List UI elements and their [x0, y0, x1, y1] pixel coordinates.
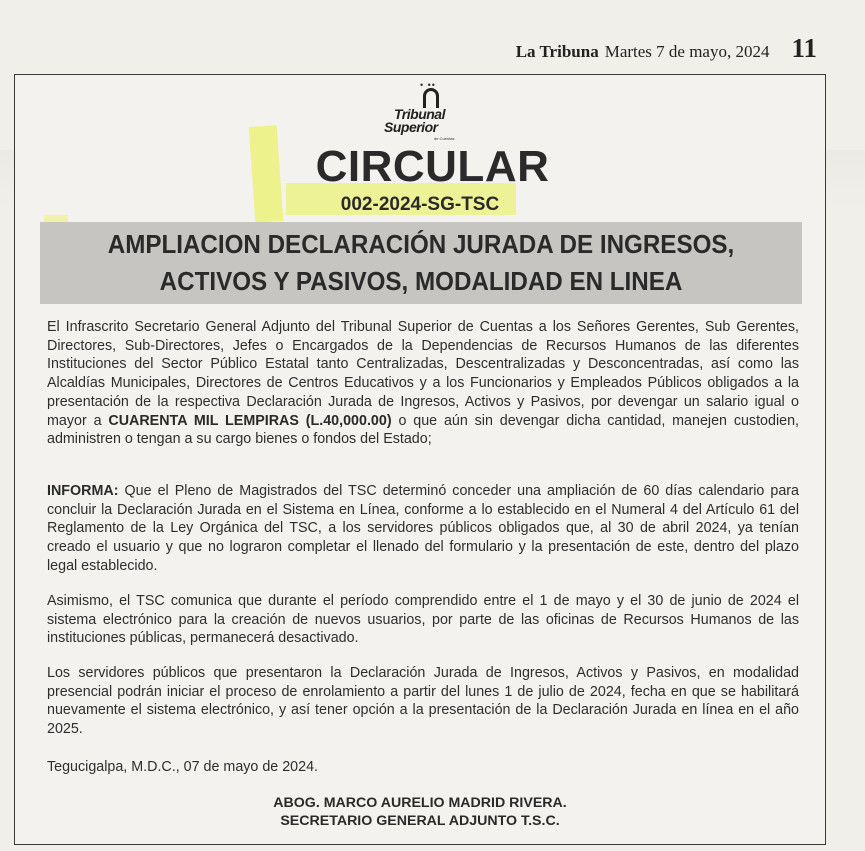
arch-icon	[423, 88, 439, 108]
paragraph-informa: INFORMA: Que el Pleno de Magistrados del TSC determinó conceder una ampliación de 60 días calendario para concluir la Declaración Jurada en el Sistema en Línea, conforme a lo establecido en el Numeral 4 del Artículo 61 del Reglamento de la Ley Orgánica del TSC, a los servidores públicos obligados que, al 30 de abril 2024, ya tenían creado el usuario y que no lograron completar el llenado del formulario y la presentación de este, dentro del plazo legal establecido.	[47, 483, 799, 574]
circular-title: CIRCULAR	[315, 142, 550, 191]
paragraph-enrollment: Los servidores públicos que presentaron la Declaración Jurada de Ingresos, Activos y Pasivos, en modalidad presencial podrán iniciar el proceso de enrolamiento a partir del lunes 1 de julio de 2024, fecha en que se habilitará nuevamente el sistema electrónico, y así tener opción a la presentación de la Declaración Jurada en línea en el año 2025.	[47, 665, 799, 738]
subject-line-2: ACTIVOS Y PASIVOS, MODALIDAD EN LINEA	[159, 266, 683, 296]
page-header	[516, 30, 817, 62]
newspaper-name: La Tribuna	[515, 42, 599, 61]
subject-line-1: AMPLIACION DECLARACIÓN JURADA DE INGRESOS,	[107, 229, 735, 259]
subject-text	[67, 226, 776, 300]
page-number: 11	[791, 33, 817, 63]
issue-date: Martes 7 de mayo, 2024	[604, 42, 770, 61]
circular-number: 002-2024-SG-TSC	[340, 194, 500, 215]
signatory-title: SECRETARIO GENERAL ADJUNTO T.S.C.	[280, 813, 560, 829]
paragraph-system-deactivated: Asimismo, el TSC comunica que durante el período comprendido entre el 1 de mayo y el 30 de junio de 2024 el sistema electrónico para la creación de nuevos usuarios, por parte de las oficinas de Recursos Humanos de las instituciones públicas, permanecerá desactivado.	[47, 593, 799, 647]
paragraph-addressees: El Infrascrito Secretario General Adjunto del Tribunal Superior de Cuentas a los Señores Gerentes, Sub Gerentes, Directores, Sub-Directores, Jefes o Encargados de la Dependencias de Recursos Humanos de las diferentes Instituciones del Sector Público Estatal tanto Centralizadas, Descentralizadas y Desconcentradas, así como las Alcaldías Municipales, Directores de Centros Educativos y a los Funcionarios y Empleados Públicos obligados a la presentación de la respectiva Declaración Jurada de Ingresos, Activos y Pasivos, por devengar un salario igual o mayor a CUARENTA MIL LEMPIRAS (L.40,000.00) o que aún sin devengar dicha cantidad, manejen custodien, administren o tengan a su cargo bienes o fondos del Estado;	[47, 319, 799, 448]
salary-threshold: CUARENTA MIL LEMPIRAS (L.40,000.00)	[108, 412, 392, 429]
place-and-date: Tegucigalpa, M.D.C., 07 de mayo de 2024.	[47, 759, 319, 775]
tsc-logo: • •• Tribunal Superior de Cuentas	[384, 80, 455, 141]
signatory-name: ABOG. MARCO AURELIO MADRID RIVERA.	[273, 795, 567, 811]
informa-label: INFORMA:	[47, 483, 119, 499]
